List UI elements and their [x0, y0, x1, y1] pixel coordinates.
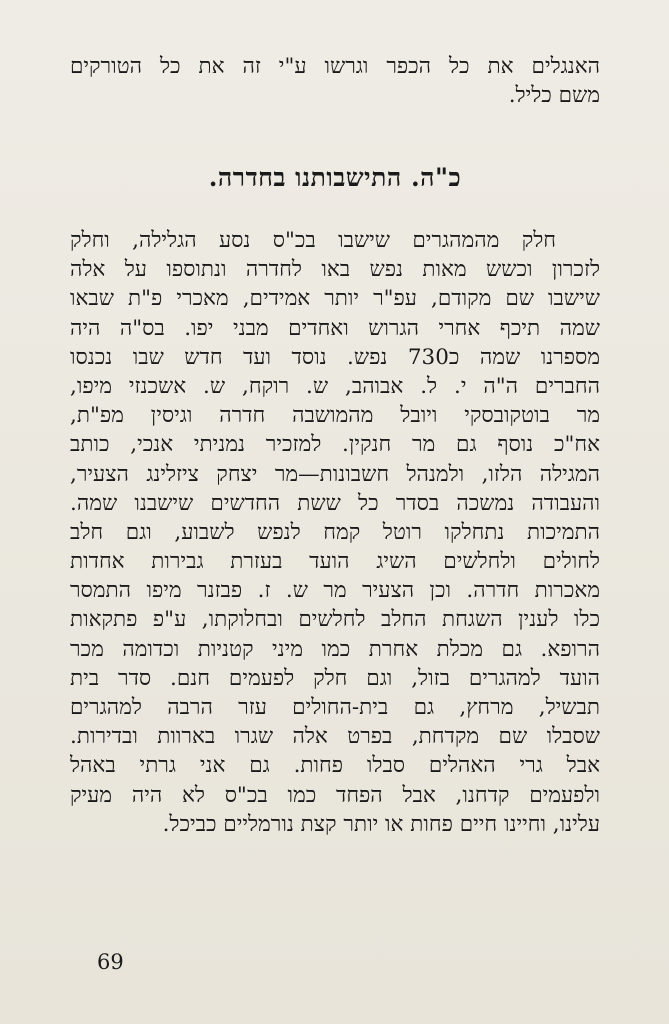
body-line: שסבלו שם מקדחת, בפרט אלה שגרו בארוות ובדירות.: [70, 724, 600, 750]
body-line: מספרנו שמה כ730 נפש. נוסד ועד חדש שבו נכנסו: [70, 344, 600, 370]
body-line: לזכרון וכשש מאות נפש באו לחדרה ונתוספו על אלה: [70, 257, 600, 283]
body-line: חלק מהמהגרים שישבו בכ"ס נסע הגלילה, וחלק: [70, 228, 556, 253]
body-paragraph: [70, 226, 600, 839]
body-line: הרופא. גם מכלת אחרת כמו מיני קטניות וכדומה מכר: [70, 636, 600, 662]
body-line: מר בוטקובסקי ויובל מהמושבה חדרה וגיסין מפ"ת,: [70, 403, 600, 429]
body-line: לחולים ולחלשים השיג הועד בעזרת גבירות אחדות: [70, 549, 600, 575]
intro-line: משם כליל.: [508, 83, 600, 109]
body-line: הועד למהגרים בזול, וגם חלק לפעמים חנם. סדר בית: [70, 665, 600, 691]
body-line: שישבו שם מקודם, עפ"ר יותר אמידים, מאכרי פ"ת שבאו: [70, 286, 600, 312]
page-number: 69: [97, 950, 124, 974]
body-line: אבל גרי האהלים סבלו פחות. גם אני גרתי באהל: [70, 753, 600, 779]
body-line: התמיכות נתחלקו רוטל קמח לנפש לשבוע, וגם חלב: [70, 519, 600, 545]
body-line: ולפעמים קדחנו, אבל הפחד כמו בכ"ס לא היה מעיק: [70, 782, 600, 808]
section-heading: כ"ה. התישבותנו בחדרה.: [208, 163, 462, 192]
body-line: כלו לענין השגחת החלב לחלשים ובחלוקתו, ע"פ פתקאות: [70, 607, 600, 633]
body-line: מאכרות חדרה. וכן הצעיר מר ש. ז. פבזנר מיפו התמסר: [70, 578, 600, 604]
intro-paragraph: [70, 52, 600, 110]
body-line: והעבודה נמשכה בסדר כל ששת החדשים שישבנו שמה.: [70, 490, 600, 516]
body-line: אח"כ נוסף גם מר חנקין. למזכיר נמניתי אנכי, כותב: [70, 432, 600, 458]
body-line: עלינו, וחיינו חיים פחות או יותר קצת נורמליים כביכל.: [162, 811, 600, 837]
body-line: המגילה הלזו, ולמנהל חשבונות—מר יצחק ציזלינג הצעיר,: [70, 461, 600, 487]
body-line: שמה תיכף אחרי הגרוש ואחדים מבני יפו. בס"ה היה: [70, 315, 600, 341]
intro-line: האנגלים את כל הכפר וגרשו ע"י זה את כל הטורקים: [70, 54, 600, 79]
body-line: החברים ה"ה י. ל. אבוהב, ש. רוקח, ש. אשכנזי מיפו,: [70, 373, 600, 399]
body-line: תבשיל, מרחץ, גם בית-החולים עזר הרבה למהגרים: [70, 695, 600, 720]
